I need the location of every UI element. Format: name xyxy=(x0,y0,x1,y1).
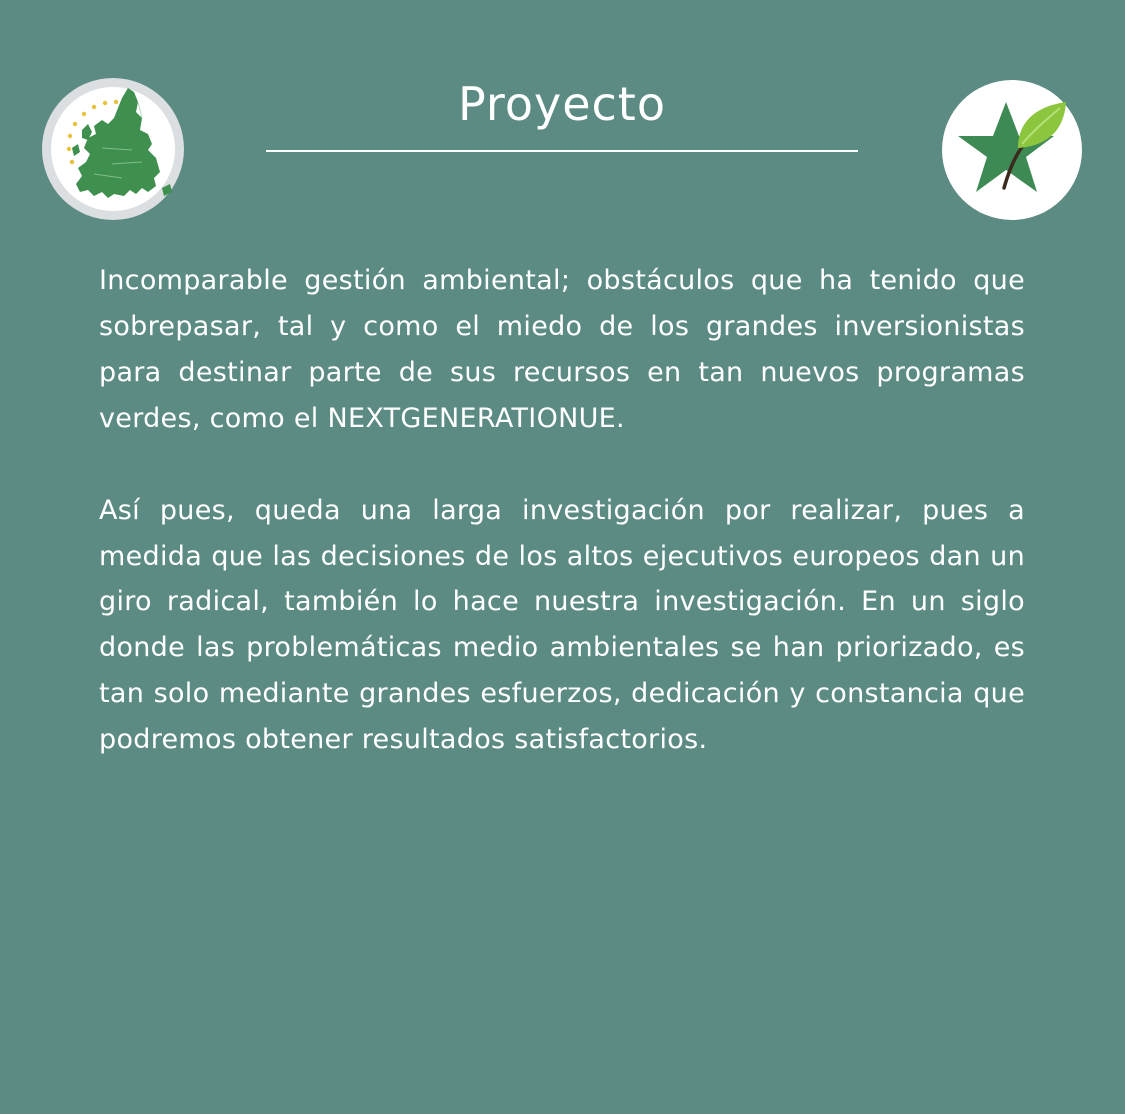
paragraph-2: Así pues, queda una larga investigación por realizar, pues a medida que las decisiones de los altos ejecutivos europeos dan un giro radical, también lo hace nuestra investigación. En un siglo donde las problemáticas medio ambientales se han priorizado, es tan solo mediante grandes esfuerzos, dedicación y constancia que podremos obtener resultados satisfactorios. xyxy=(99,494,1025,756)
title-underline xyxy=(266,150,858,152)
paragraph-1: Incomparable gestión ambiental; obstáculos que ha tenido que sobrepasar, tal y como el miedo de los grandes inversionistas para destinar parte de sus recursos en tan nuevos programas verdes, como el NEXTGENERATIONUE. xyxy=(99,265,1025,434)
body-text xyxy=(99,258,1025,763)
page-title: Proyecto xyxy=(458,77,666,131)
eu-map-logo-icon xyxy=(42,78,184,220)
star-leaf-logo-icon xyxy=(942,80,1082,220)
